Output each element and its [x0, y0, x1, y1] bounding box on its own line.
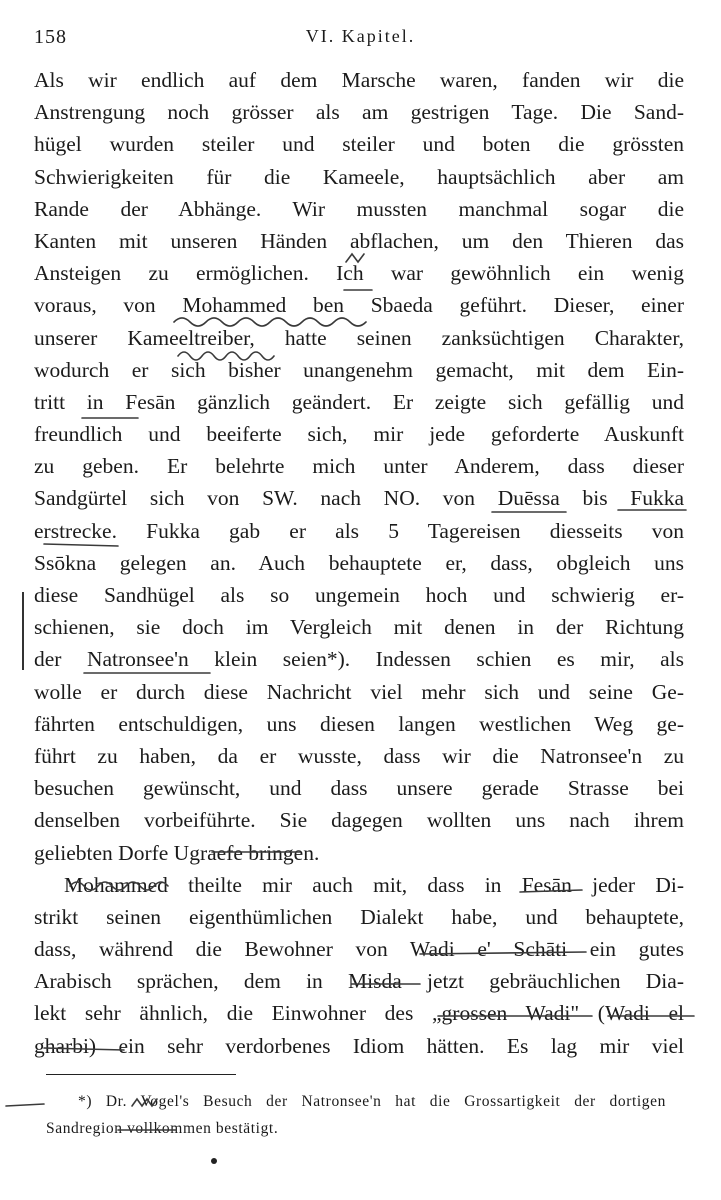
text-line: Ssōkna gelegen an. Auch behauptete er, dass, obgleich uns [34, 550, 684, 575]
body-text [34, 64, 684, 1062]
text-line: Schwierigkeiten für die Kameele, hauptsächlich aber am [34, 164, 684, 189]
text-line: unserer Kameeltreiber, hatte seinen zanksüchtigen Charakter, [34, 325, 684, 350]
text-line: tritt in Fesān gänzlich geändert. Er zeigte sich gefällig und [34, 389, 684, 414]
text-line: Mohammed theilte mir auch mit, dass in Fesān jeder Di- [64, 872, 684, 897]
margin-pencil-bracket [22, 592, 24, 670]
text-line: Als wir endlich auf dem Marsche waren, fanden wir die [34, 68, 684, 92]
text-line: zu geben. Er belehrte mich unter Anderem, dass dieser [34, 454, 684, 479]
text-line: diese Sandhügel als so ungemein hoch und schwierig er- [34, 583, 684, 607]
text-line: erstrecke. Fukka gab er als 5 Tagereisen diesseits von [34, 518, 684, 543]
text-line: geliebten Dorfe Ugraefe bringen. [34, 840, 320, 865]
footnote-line: *) Dr. Vogel's Besuch der Natronsee'n hat die Grossartigkeit der dortigen [78, 1093, 666, 1110]
text-line: wolle er durch diese Nachricht viel mehr sich und seine Ge- [34, 679, 684, 704]
text-line: dass, während die Bewohner von Wadi e' Schāti ein gutes [34, 937, 684, 962]
text-line: wodurch er sich bisher unangenehm gemacht, mit dem Ein- [34, 357, 684, 382]
text-line: Kanten mit unseren Händen abflachen, um den Thieren das [34, 228, 684, 253]
text-line: denselben vorbeiführte. Sie dagegen wollten uns nach ihrem [34, 808, 684, 833]
text-line: besuchen gewünscht, und dass unsere gerade Strasse bei [34, 776, 684, 801]
text-line: führt zu haben, da er wusste, dass wir die Natronsee'n zu [34, 743, 684, 768]
text-line: Sandgürtel sich von SW. nach NO. von Duēssa bis Fukka [34, 486, 684, 511]
text-line: freundlich und beeiferte sich, mir jede geforderte Auskunft [34, 422, 684, 447]
text-line: der Natronsee'n klein seien*). Indessen schien es mir, als [34, 647, 684, 672]
footnote-divider [46, 1074, 236, 1075]
text-line: lekt sehr ähnlich, die Einwohner des „grossen Wadi" (Wadi el [34, 1001, 684, 1026]
text-line: Arabisch sprächen, dem in Misda jetzt gebräuchlichen Dia- [34, 969, 684, 994]
text-line: gharbi) ein sehr verdorbenes Idiom hätten. Es lag mir viel [34, 1033, 684, 1058]
chapter-title: VI. Kapitel. [305, 26, 416, 46]
page-header [34, 26, 687, 56]
text-line: Rande der Abhänge. Wir mussten manchmal sogar die [34, 196, 684, 221]
pencil-margin-stroke [6, 1104, 44, 1106]
text-line: schienen, sie doch im Vergleich mit denen in der Richtung [34, 615, 684, 640]
text-line: fährten entschuldigen, uns diesen langen westlichen Weg ge- [34, 711, 684, 736]
text-line: Ansteigen zu ermöglichen. Ich war gewöhnlich ein wenig [34, 261, 684, 286]
footnote [46, 1088, 666, 1142]
text-line: strikt seinen eigenthümlichen Dialekt habe, und behauptete, [34, 904, 684, 929]
text-line: Anstrengung noch grösser als am gestrigen Tage. Die Sand- [34, 100, 684, 125]
text-line: hügel wurden steiler und steiler und boten die grössten [34, 132, 684, 157]
page-number: 158 [34, 26, 67, 48]
text-line: voraus, von Mohammed ben Sbaeda geführt. Dieser, einer [34, 293, 684, 318]
printer-dot [211, 1158, 217, 1164]
footnote-line: Sandregion vollkommen bestätigt. [46, 1120, 279, 1137]
